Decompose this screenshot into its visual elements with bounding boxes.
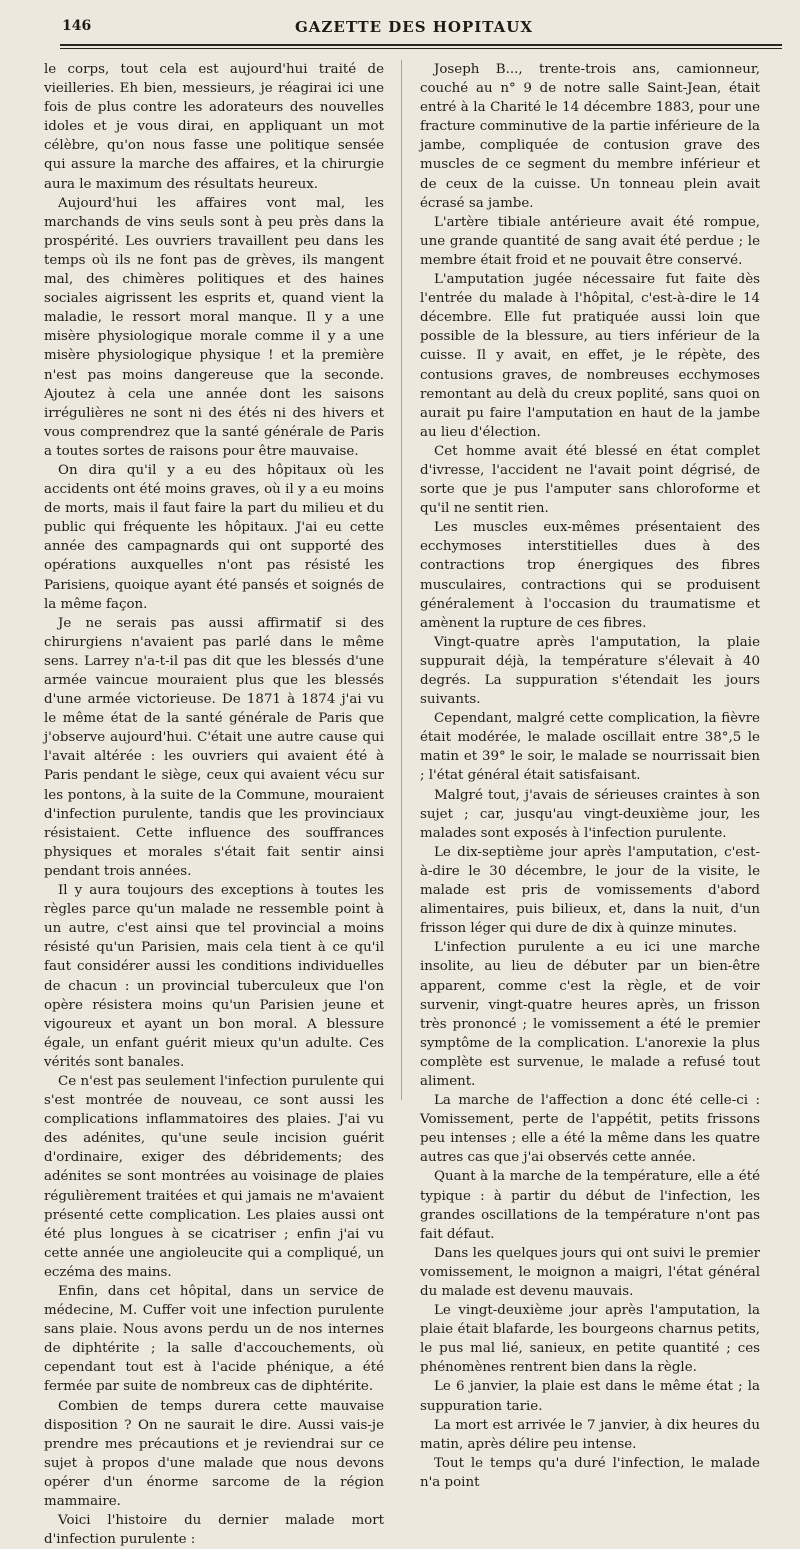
paragraph: Le vingt-deuxième jour après l'amputation, la plaie était blafarde, les bourgeons charnus petits, le pus mal lié, sanieux, en petite quantité ; ces phénomènes rentrent bien dans la règle. bbox=[420, 1303, 760, 1376]
paragraph: Enfin, dans cet hôpital, dans un service de médecine, M. Cuffer voit une infection purulente sans plaie. Nous avons perdu un de nos internes de diphtérite ; la salle d'accouchements, où cependant tout est à l'acide phénique, a été fermée par suite de nombreux cas de diphtérite. bbox=[44, 1284, 384, 1395]
paragraph: Cet homme avait été blessé en état complet d'ivresse, l'accident ne l'avait point dégrisé, de sorte que je pus l'amputer sans chloroforme et qu'il ne sentit rien. bbox=[420, 443, 760, 517]
paragraph: On dira qu'il y a eu des hôpitaux où les accidents ont été moins graves, où il y a eu moins de morts, mais il faut faire la part du milieu et du public qui fréquente les hôpitaux. J'ai eu cette année des campagnards qui ont supporté des opérations auxquelles n'ont pas résisté les Parisiens, quoique ayant été pansés et soignés de la même façon. bbox=[44, 462, 384, 612]
column-divider bbox=[401, 60, 402, 1100]
page-number: 146 bbox=[62, 18, 92, 34]
paragraph: L'artère tibiale antérieure avait été rompue, une grande quantité de sang avait été perdue ; le membre était froid et ne pouvait être conservé. bbox=[420, 214, 760, 268]
paragraph: le corps, tout cela est aujourd'hui traité de vieilleries. Eh bien, messieurs, je réagirai ici une fois de plus contre les adorateurs des nouvelles idoles et je vous dirai, en appliquant un mot célèbre, qu'on nous fasse une politique sensée qui assure la marche des affaires, et la chirurgie aura le maximum des résultats heureux. bbox=[44, 62, 384, 192]
paragraph: La mort est arrivée le 7 janvier, à dix heures du matin, après délire peu intense. bbox=[420, 1417, 760, 1452]
paragraph: La marche de l'affection a donc été celle-ci : Vomissement, perte de l'appétit, petits frissons peu intenses ; elle a été la même dans les quatre autres cas que j'ai observés cette année. bbox=[420, 1093, 760, 1166]
paragraph: Cependant, malgré cette complication, la fièvre était modérée, le malade oscillait entre 38°,5 le matin et 39° le soir, le malade se nourrissait bien ; l'état général était satisfaisant. bbox=[420, 711, 760, 784]
left-column bbox=[44, 60, 384, 1549]
paragraph: L'amputation jugée nécessaire fut faite dès l'entrée du malade à l'hôpital, c'est-à-dire le 14 décembre. Elle fut pratiquée aussi loin que possible de la blessure, au tiers inférieur de la cuisse. Il y avait, en effet, je le répète, des contusions graves, de nombreuses ecchymoses remontant au delà du creux poplité, sans quoi on aurait pu faire l'amputation en haut de la jambe au lieu d'élection. bbox=[420, 272, 760, 440]
paragraph: Malgré tout, j'avais de sérieuses craintes à son sujet ; car, jusqu'au vingt-deuxième jour, les malades sont exposés à l'infection purulente. bbox=[420, 787, 760, 841]
paragraph: Dans les quelques jours qui ont suivi le premier vomissement, le moignon a maigri, l'état général du malade est devenu mauvais. bbox=[420, 1245, 760, 1299]
paragraph: Combien de temps durera cette mauvaise disposition ? On ne saurait le dire. Aussi vais-je prendre mes précautions et je reviendrai sur ce sujet à propos d'une malade que nous devons opérer d'un énorme sarcome de la région mammaire. bbox=[44, 1398, 384, 1510]
paragraph: Aujourd'hui les affaires vont mal, les marchands de vins seuls sont à peu près dans la prospérité. Les ouvriers travaillent peu dans les temps où ils ne font pas de grèves, ils mangent mal, des chimères politiques et des haines sociales aigrissent les esprits et, quand vient la maladie, le ressort moral manque. Il y a une misère physiologique morale comme il y a une misère physiologique physique ! et la première n'est pas moins dangereuse que la seconde. Ajoutez à cela une année dont les saisons irrégulières ne sont ni des étés ni des hivers et vous comprendrez que la santé générale de Paris a toutes sortes de raisons pour être mauvaise. bbox=[44, 195, 384, 459]
paragraph: Je ne serais pas aussi affirmatif si des chirurgiens n'avaient pas parlé dans le même sens. Larrey n'a-t-il pas dit que les blessés d'une armée vaincue mouraient plus que les blessés d'une armée victorieuse. De 1871 à 1874 j'ai vu le même état de la santé générale de Paris que j'observe aujourd'hui. C'était une autre cause qui l'avait altérée : les ouvriers qui avaient été à Paris pendant le siège, ceux qui avaient vécu sur les pontons, à la suite de la Commune, mouraient d'infection purulente, tandis que les provinciaux résistaient. Cette influence des souffrances physiques et morales s'était fait sentir ainsi pendant trois années. bbox=[44, 615, 384, 879]
page-header bbox=[44, 18, 784, 40]
paragraph: Vingt-quatre après l'amputation, la plaie suppurait déjà, la température s'élevait à 40 degrés. La suppuration s'étendait les jours suivants. bbox=[420, 634, 760, 708]
paragraph: Voici l'histoire du dernier malade mort d'infection purulente : bbox=[44, 1513, 384, 1548]
journal-title: GAZETTE DES HOPITAUX bbox=[294, 18, 533, 36]
paragraph: Le dix-septième jour après l'amputation, c'est-à-dire le 30 décembre, le jour de la visite, le malade est pris de vomissements d'abord alimentaires, puis bilieux, et, dans la nuit, d'un frisson léger qui dure de dix à quinze minutes. bbox=[420, 844, 760, 937]
paragraph: Le 6 janvier, la plaie est dans le même état ; la suppuration tarie. bbox=[420, 1379, 760, 1414]
paragraph: Tout le temps qu'a duré l'infection, le malade n'a point bbox=[420, 1455, 760, 1490]
paragraph: Ce n'est pas seulement l'infection purulente qui s'est montrée de nouveau, ce sont aussi les complications inflammatoires des plaies. J'ai vu des adénites, qu'une seule incision guérit d'ordinaire, exiger des débridements; des adénites se sont montrées au voisinage de plaies régulièrement traitées et qui jamais ne m'avaient présenté cette complication. Les plaies aussi ont été plus longues à se cicatriser ; enfin j'ai vu cette année une angioleucite qui a compliqué, un eczéma des mains. bbox=[44, 1073, 384, 1280]
right-column bbox=[420, 60, 760, 1492]
paragraph: Les muscles eux-mêmes présentaient des ecchymoses interstitielles dues à des contractions trop énergiques des fibres musculaires, contractions qui se produisent généralement à l'occasion du traumatisme et amènent la rupture de ces fibres. bbox=[420, 520, 760, 631]
paragraph: Quant à la marche de la température, elle a été typique : à partir du début de l'infection, les grandes oscillations de la température n'ont pas fait défaut. bbox=[420, 1169, 760, 1242]
header-rule-thick bbox=[60, 44, 782, 46]
paragraph: Il y aura toujours des exceptions à toutes les règles parce qu'un malade ne ressemble point à un autre, c'est ainsi que tel provincial a moins résisté qu'un Parisien, mais cela tient à ce qu'il faut considérer aussi les conditions individuelles de chacun : un provincial tuberculeux que l'on opère résistera moins qu'un Parisien jeune et vigoureux et ayant un bon moral. A blessure égale, un enfant guérit mieux qu'un adulte. Ces vérités sont banales. bbox=[44, 883, 384, 1070]
paragraph: Joseph B..., trente-trois ans, camionneur, couché au n° 9 de notre salle Saint-Jean, était entré à la Charité le 14 décembre 1883, pour une fracture comminutive de la partie inférieure de la jambe, compliquée de contusion grave des muscles de ce segment du membre inférieur et de ceux de la cuisse. Un tonneau plein avait écrasé sa jambe. bbox=[420, 62, 760, 211]
header-rule-thin bbox=[60, 48, 782, 49]
paragraph: L'infection purulente a eu ici une marche insolite, au lieu de débuter par un bien-être apparent, comme c'est la règle, et de voir survenir, vingt-quatre heures après, un frisson très prononcé ; le vomissement a été le premier symptôme de la complication. L'anorexie la plus complète est survenue, le malade a refusé tout aliment. bbox=[420, 940, 760, 1089]
